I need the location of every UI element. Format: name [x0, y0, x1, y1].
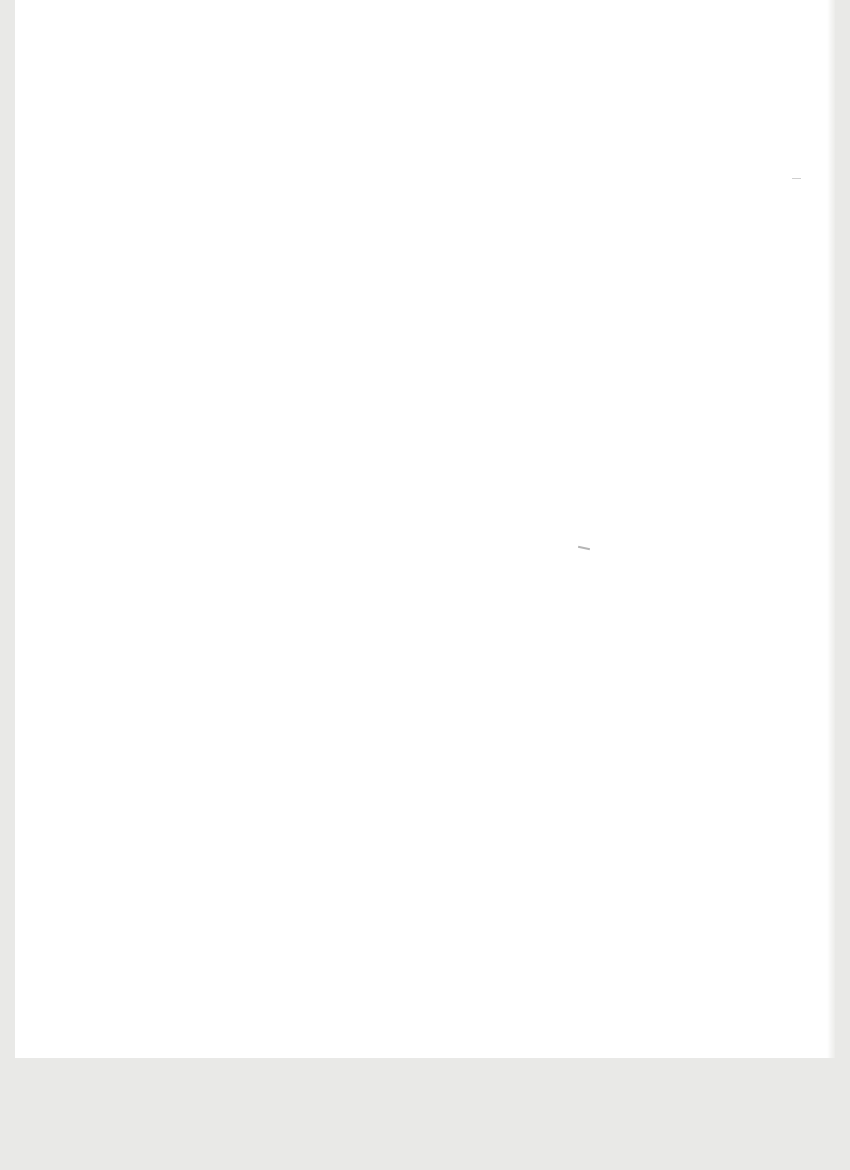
- scan-mark: [578, 546, 590, 550]
- results-sheet: [15, 0, 835, 1058]
- scan-mark: [792, 178, 801, 179]
- page-edge-shadow: [827, 0, 835, 1058]
